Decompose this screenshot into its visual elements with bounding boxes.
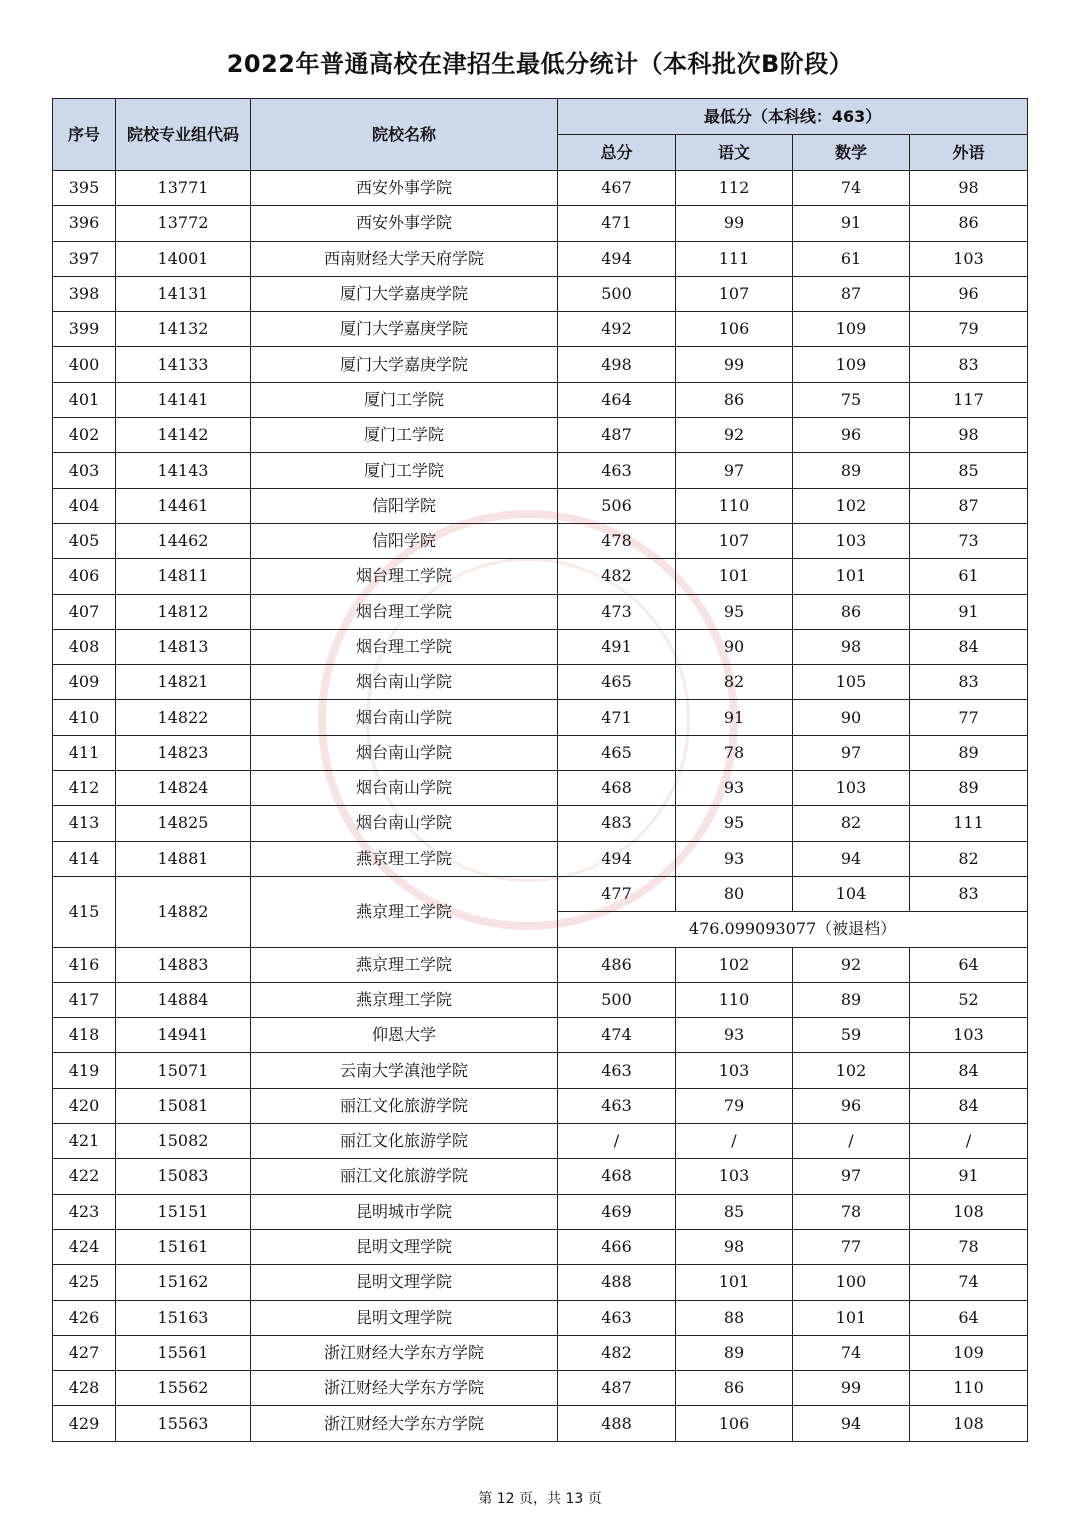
cell-chinese: 97 [676, 453, 793, 488]
cell-math: 75 [793, 382, 910, 417]
cell-math: 97 [793, 735, 910, 770]
table-row [53, 559, 1028, 594]
cell-code: 14823 [116, 735, 251, 770]
cell-seq: 399 [53, 312, 116, 347]
cell-seq: 410 [53, 700, 116, 735]
cell-school-name: 烟台理工学院 [251, 594, 558, 629]
table-row [53, 876, 1028, 911]
cell-chinese: 91 [676, 700, 793, 735]
cell-foreign: 84 [910, 1053, 1028, 1088]
cell-seq: 416 [53, 947, 116, 982]
cell-total: 487 [558, 418, 676, 453]
cell-total: 464 [558, 382, 676, 417]
table-row [53, 947, 1028, 982]
cell-school-name: 烟台南山学院 [251, 735, 558, 770]
cell-code: 14881 [116, 841, 251, 876]
table-row [53, 523, 1028, 558]
table-row [53, 1335, 1028, 1370]
cell-code: 14811 [116, 559, 251, 594]
cell-math: 78 [793, 1194, 910, 1229]
cell-seq: 398 [53, 276, 116, 311]
cell-math: 109 [793, 312, 910, 347]
cell-math: 94 [793, 1406, 910, 1441]
cell-foreign: 98 [910, 171, 1028, 206]
cell-school-name: 丽江文化旅游学院 [251, 1124, 558, 1159]
table-row [53, 771, 1028, 806]
cell-school-name: 昆明文理学院 [251, 1300, 558, 1335]
cell-seq: 426 [53, 1300, 116, 1335]
cell-math: 94 [793, 841, 910, 876]
cell-total: 494 [558, 241, 676, 276]
cell-total: 467 [558, 171, 676, 206]
cell-school-name: 西安外事学院 [251, 206, 558, 241]
cell-seq: 429 [53, 1406, 116, 1441]
cell-school-name: 丽江文化旅游学院 [251, 1159, 558, 1194]
cell-chinese: 85 [676, 1194, 793, 1229]
cell-chinese: 79 [676, 1088, 793, 1123]
cell-code: 14461 [116, 488, 251, 523]
cell-school-name: 浙江财经大学东方学院 [251, 1371, 558, 1406]
cell-foreign: 91 [910, 594, 1028, 629]
cell-total: 477 [558, 876, 676, 911]
cell-seq: 405 [53, 523, 116, 558]
cell-foreign: 52 [910, 982, 1028, 1017]
cell-code: 14883 [116, 947, 251, 982]
cell-math: 102 [793, 1053, 910, 1088]
cell-math: 98 [793, 629, 910, 664]
cell-chinese: 88 [676, 1300, 793, 1335]
table-row [53, 1265, 1028, 1300]
cell-foreign: 91 [910, 1159, 1028, 1194]
cell-chinese: 95 [676, 806, 793, 841]
cell-total: 478 [558, 523, 676, 558]
cell-code: 15083 [116, 1159, 251, 1194]
cell-foreign: 109 [910, 1335, 1028, 1370]
cell-code: 14001 [116, 241, 251, 276]
cell-seq: 424 [53, 1229, 116, 1264]
cell-school-name: 厦门大学嘉庚学院 [251, 276, 558, 311]
cell-math: 89 [793, 453, 910, 488]
cell-chinese: 103 [676, 1053, 793, 1088]
cell-math: 104 [793, 876, 910, 911]
cell-foreign: 89 [910, 771, 1028, 806]
cell-chinese: 86 [676, 382, 793, 417]
cell-code: 13771 [116, 171, 251, 206]
header-seq: 序号 [53, 99, 116, 171]
cell-school-name: 厦门工学院 [251, 418, 558, 453]
header-math: 数学 [793, 135, 910, 171]
cell-code: 14884 [116, 982, 251, 1017]
cell-school-name: 烟台南山学院 [251, 665, 558, 700]
cell-chinese: 99 [676, 206, 793, 241]
cell-foreign: 83 [910, 347, 1028, 382]
cell-school-name: 西南财经大学天府学院 [251, 241, 558, 276]
cell-seq: 412 [53, 771, 116, 806]
table-row [53, 594, 1028, 629]
cell-code: 14131 [116, 276, 251, 311]
table-row [53, 1229, 1028, 1264]
cell-school-name: 燕京理工学院 [251, 876, 558, 947]
cell-seq: 407 [53, 594, 116, 629]
cell-total: 474 [558, 1018, 676, 1053]
cell-foreign: 73 [910, 523, 1028, 558]
cell-chinese: 93 [676, 1018, 793, 1053]
cell-math: 86 [793, 594, 910, 629]
cell-math: 87 [793, 276, 910, 311]
cell-foreign: 78 [910, 1229, 1028, 1264]
cell-foreign: 89 [910, 735, 1028, 770]
cell-foreign: 61 [910, 559, 1028, 594]
cell-code: 15563 [116, 1406, 251, 1441]
cell-seq: 404 [53, 488, 116, 523]
cell-school-name: 昆明文理学院 [251, 1265, 558, 1300]
cell-total: 486 [558, 947, 676, 982]
cell-math: 77 [793, 1229, 910, 1264]
cell-math: 89 [793, 982, 910, 1017]
table-row [53, 382, 1028, 417]
page-footer: 第 12 页，共 13 页 [478, 1491, 602, 1507]
cell-code: 14462 [116, 523, 251, 558]
cell-chinese: 110 [676, 488, 793, 523]
cell-total: 487 [558, 1371, 676, 1406]
cell-chinese: 86 [676, 1371, 793, 1406]
cell-foreign: 77 [910, 700, 1028, 735]
cell-code: 15561 [116, 1335, 251, 1370]
cell-total: 488 [558, 1406, 676, 1441]
table-row [53, 1194, 1028, 1229]
table-row [53, 488, 1028, 523]
cell-seq: 401 [53, 382, 116, 417]
header-code: 院校专业组代码 [116, 99, 251, 171]
table-row [53, 1018, 1028, 1053]
cell-code: 14821 [116, 665, 251, 700]
cell-total: 465 [558, 735, 676, 770]
cell-total: 471 [558, 206, 676, 241]
cell-seq: 413 [53, 806, 116, 841]
cell-code: 14812 [116, 594, 251, 629]
header-total: 总分 [558, 135, 676, 171]
cell-school-name: 烟台理工学院 [251, 559, 558, 594]
cell-note: 476.099093077（被退档） [558, 912, 1028, 947]
cell-total: 500 [558, 276, 676, 311]
cell-seq: 403 [53, 453, 116, 488]
cell-total: 500 [558, 982, 676, 1017]
cell-foreign: 85 [910, 453, 1028, 488]
cell-math: 90 [793, 700, 910, 735]
cell-foreign: 117 [910, 382, 1028, 417]
cell-school-name: 燕京理工学院 [251, 947, 558, 982]
cell-foreign: 96 [910, 276, 1028, 311]
cell-total: 492 [558, 312, 676, 347]
cell-total: 463 [558, 1300, 676, 1335]
cell-math: 59 [793, 1018, 910, 1053]
cell-code: 15163 [116, 1300, 251, 1335]
cell-seq: 425 [53, 1265, 116, 1300]
cell-math: 96 [793, 418, 910, 453]
cell-seq: 427 [53, 1335, 116, 1370]
cell-code: 13772 [116, 206, 251, 241]
cell-seq: 422 [53, 1159, 116, 1194]
cell-code: 14141 [116, 382, 251, 417]
header-foreign: 外语 [910, 135, 1028, 171]
cell-chinese: 90 [676, 629, 793, 664]
cell-school-name: 昆明文理学院 [251, 1229, 558, 1264]
cell-code: 15562 [116, 1371, 251, 1406]
cell-school-name: 云南大学滇池学院 [251, 1053, 558, 1088]
cell-total: 506 [558, 488, 676, 523]
cell-chinese: 106 [676, 1406, 793, 1441]
cell-foreign: 64 [910, 947, 1028, 982]
cell-school-name: 厦门工学院 [251, 382, 558, 417]
cell-foreign: 79 [910, 312, 1028, 347]
cell-chinese: 92 [676, 418, 793, 453]
page-title: 2022年普通高校在津招生最低分统计（本科批次B阶段） [226, 50, 854, 78]
table-row [53, 276, 1028, 311]
cell-total: 468 [558, 771, 676, 806]
cell-chinese: 95 [676, 594, 793, 629]
cell-chinese: 93 [676, 841, 793, 876]
cell-chinese: 107 [676, 276, 793, 311]
table-row [53, 665, 1028, 700]
cell-seq: 418 [53, 1018, 116, 1053]
table-row [53, 841, 1028, 876]
cell-total: 498 [558, 347, 676, 382]
cell-seq: 417 [53, 982, 116, 1017]
cell-chinese: 102 [676, 947, 793, 982]
cell-math: 74 [793, 171, 910, 206]
cell-total: 473 [558, 594, 676, 629]
cell-foreign: 108 [910, 1194, 1028, 1229]
cell-total: 465 [558, 665, 676, 700]
cell-school-name: 烟台南山学院 [251, 700, 558, 735]
cell-chinese: 106 [676, 312, 793, 347]
cell-foreign: 86 [910, 206, 1028, 241]
cell-total: 469 [558, 1194, 676, 1229]
cell-seq: 414 [53, 841, 116, 876]
cell-code: 14941 [116, 1018, 251, 1053]
cell-school-name: 厦门大学嘉庚学院 [251, 347, 558, 382]
cell-chinese: 89 [676, 1335, 793, 1370]
cell-code: 15081 [116, 1088, 251, 1123]
cell-math: 103 [793, 771, 910, 806]
cell-total: 466 [558, 1229, 676, 1264]
table-row [53, 806, 1028, 841]
table-row [53, 1088, 1028, 1123]
cell-seq: 406 [53, 559, 116, 594]
table-row [53, 241, 1028, 276]
cell-seq: 395 [53, 171, 116, 206]
cell-total: 488 [558, 1265, 676, 1300]
cell-foreign: 82 [910, 841, 1028, 876]
cell-code: 15071 [116, 1053, 251, 1088]
cell-math: 105 [793, 665, 910, 700]
cell-foreign: 103 [910, 241, 1028, 276]
cell-total: 483 [558, 806, 676, 841]
cell-foreign: 111 [910, 806, 1028, 841]
cell-math: 109 [793, 347, 910, 382]
table-row [53, 1124, 1028, 1159]
table-row [53, 1406, 1028, 1441]
cell-chinese: 78 [676, 735, 793, 770]
cell-foreign: 83 [910, 665, 1028, 700]
cell-math: 103 [793, 523, 910, 558]
cell-math: 101 [793, 1300, 910, 1335]
header-chinese: 语文 [676, 135, 793, 171]
cell-code: 14882 [116, 876, 251, 947]
cell-code: 14142 [116, 418, 251, 453]
table-row [53, 418, 1028, 453]
cell-total: 491 [558, 629, 676, 664]
cell-foreign: 84 [910, 1088, 1028, 1123]
cell-seq: 415 [53, 876, 116, 947]
header-name: 院校名称 [251, 99, 558, 171]
cell-code: 14132 [116, 312, 251, 347]
cell-foreign: 74 [910, 1265, 1028, 1300]
cell-math: 92 [793, 947, 910, 982]
cell-code: 14133 [116, 347, 251, 382]
cell-foreign: / [910, 1124, 1028, 1159]
cell-school-name: 浙江财经大学东方学院 [251, 1335, 558, 1370]
cell-chinese: 93 [676, 771, 793, 806]
cell-math: 96 [793, 1088, 910, 1123]
cell-school-name: 厦门大学嘉庚学院 [251, 312, 558, 347]
score-table [52, 98, 1028, 1442]
cell-seq: 420 [53, 1088, 116, 1123]
cell-foreign: 110 [910, 1371, 1028, 1406]
cell-total: 471 [558, 700, 676, 735]
cell-math: 82 [793, 806, 910, 841]
cell-total: 463 [558, 1053, 676, 1088]
table-row [53, 171, 1028, 206]
cell-seq: 397 [53, 241, 116, 276]
cell-chinese: 107 [676, 523, 793, 558]
cell-total: 463 [558, 1088, 676, 1123]
cell-total: 463 [558, 453, 676, 488]
cell-code: 15162 [116, 1265, 251, 1300]
cell-seq: 400 [53, 347, 116, 382]
cell-math: 102 [793, 488, 910, 523]
cell-seq: 423 [53, 1194, 116, 1229]
cell-chinese: 80 [676, 876, 793, 911]
cell-chinese: 99 [676, 347, 793, 382]
table-row [53, 982, 1028, 1017]
cell-school-name: 仰恩大学 [251, 1018, 558, 1053]
cell-foreign: 103 [910, 1018, 1028, 1053]
table-row [53, 453, 1028, 488]
cell-school-name: 昆明城市学院 [251, 1194, 558, 1229]
cell-math: 97 [793, 1159, 910, 1194]
cell-code: 15161 [116, 1229, 251, 1264]
cell-seq: 409 [53, 665, 116, 700]
cell-school-name: 烟台理工学院 [251, 629, 558, 664]
cell-math: 100 [793, 1265, 910, 1300]
cell-chinese: 82 [676, 665, 793, 700]
header-min-score: 最低分（本科线：463） [558, 99, 1028, 135]
cell-chinese: 110 [676, 982, 793, 1017]
cell-code: 14824 [116, 771, 251, 806]
table-row [53, 1053, 1028, 1088]
table-row [53, 700, 1028, 735]
cell-total: 482 [558, 1335, 676, 1370]
cell-chinese: 98 [676, 1229, 793, 1264]
cell-chinese: 101 [676, 559, 793, 594]
cell-math: / [793, 1124, 910, 1159]
cell-total: 482 [558, 559, 676, 594]
table-row [53, 1159, 1028, 1194]
cell-foreign: 64 [910, 1300, 1028, 1335]
cell-total: 468 [558, 1159, 676, 1194]
cell-school-name: 丽江文化旅游学院 [251, 1088, 558, 1123]
cell-code: 15082 [116, 1124, 251, 1159]
cell-foreign: 83 [910, 876, 1028, 911]
cell-school-name: 厦门工学院 [251, 453, 558, 488]
table-row [53, 312, 1028, 347]
table-row [53, 347, 1028, 382]
table-row [53, 629, 1028, 664]
cell-school-name: 燕京理工学院 [251, 841, 558, 876]
table-row [53, 735, 1028, 770]
cell-code: 14143 [116, 453, 251, 488]
cell-foreign: 87 [910, 488, 1028, 523]
cell-chinese: 101 [676, 1265, 793, 1300]
table-row [53, 1371, 1028, 1406]
cell-math: 74 [793, 1335, 910, 1370]
cell-seq: 419 [53, 1053, 116, 1088]
cell-chinese: / [676, 1124, 793, 1159]
cell-seq: 421 [53, 1124, 116, 1159]
cell-school-name: 浙江财经大学东方学院 [251, 1406, 558, 1441]
cell-total: / [558, 1124, 676, 1159]
cell-school-name: 信阳学院 [251, 488, 558, 523]
cell-seq: 396 [53, 206, 116, 241]
cell-chinese: 103 [676, 1159, 793, 1194]
cell-foreign: 108 [910, 1406, 1028, 1441]
cell-foreign: 98 [910, 418, 1028, 453]
cell-school-name: 烟台南山学院 [251, 806, 558, 841]
cell-seq: 411 [53, 735, 116, 770]
cell-math: 99 [793, 1371, 910, 1406]
cell-school-name: 烟台南山学院 [251, 771, 558, 806]
cell-total: 494 [558, 841, 676, 876]
cell-school-name: 燕京理工学院 [251, 982, 558, 1017]
cell-school-name: 西安外事学院 [251, 171, 558, 206]
cell-code: 14822 [116, 700, 251, 735]
table-row [53, 206, 1028, 241]
cell-code: 14813 [116, 629, 251, 664]
cell-math: 61 [793, 241, 910, 276]
cell-seq: 428 [53, 1371, 116, 1406]
cell-seq: 408 [53, 629, 116, 664]
cell-chinese: 112 [676, 171, 793, 206]
cell-seq: 402 [53, 418, 116, 453]
cell-school-name: 信阳学院 [251, 523, 558, 558]
cell-foreign: 84 [910, 629, 1028, 664]
cell-chinese: 111 [676, 241, 793, 276]
cell-math: 101 [793, 559, 910, 594]
cell-code: 14825 [116, 806, 251, 841]
cell-math: 91 [793, 206, 910, 241]
table-row [53, 1300, 1028, 1335]
cell-code: 15151 [116, 1194, 251, 1229]
